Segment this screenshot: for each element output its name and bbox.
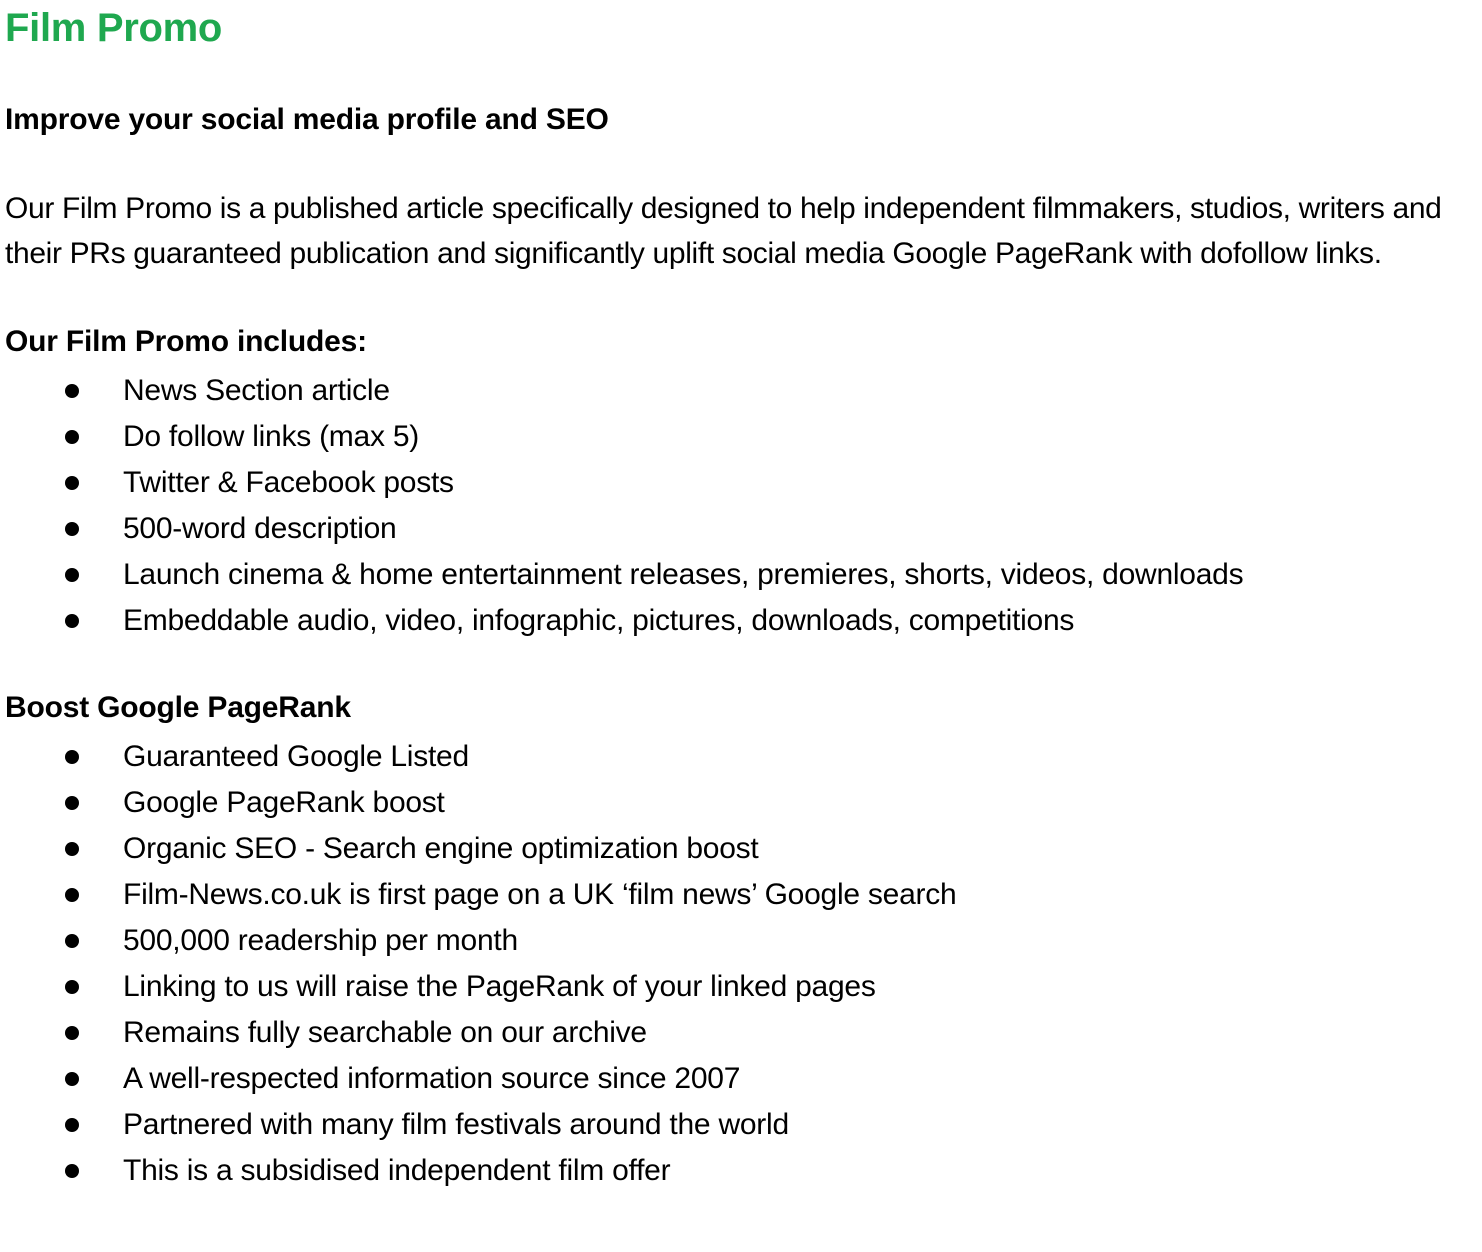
list-item bbox=[5, 506, 1479, 552]
list-item-text: 500,000 readership per month bbox=[123, 924, 518, 957]
list-item-text: News Section article bbox=[123, 374, 390, 407]
list-item bbox=[5, 1056, 1479, 1102]
list-item-text: Linking to us will raise the PageRank of your linked pages bbox=[123, 970, 876, 1003]
includes-list bbox=[5, 368, 1479, 644]
list-item bbox=[5, 1148, 1479, 1194]
list-item-text: Organic SEO - Search engine optimization boost bbox=[123, 832, 759, 865]
list-item bbox=[5, 964, 1479, 1010]
list-item-text: Remains fully searchable on our archive bbox=[123, 1016, 647, 1049]
list-item bbox=[5, 552, 1479, 598]
list-item-text: Google PageRank boost bbox=[123, 786, 445, 819]
list-item-text: Guaranteed Google Listed bbox=[123, 740, 469, 773]
document bbox=[5, 0, 1479, 1194]
intro-paragraph: Our Film Promo is a published article specifically designed to help independent filmmakers, studios, writers and their PRs guaranteed publication and significantly uplift social media Google PageRank with dofollow links. bbox=[5, 192, 1442, 270]
bullet-icon bbox=[65, 476, 79, 490]
bullet-icon bbox=[65, 522, 79, 536]
list-item-text: Do follow links (max 5) bbox=[123, 420, 419, 453]
bullet-icon bbox=[65, 568, 79, 582]
list-item bbox=[5, 872, 1479, 918]
list-item-text: 500-word description bbox=[123, 512, 397, 545]
bullet-icon bbox=[65, 1118, 79, 1132]
list-item bbox=[5, 368, 1479, 414]
includes-heading: Our Film Promo includes: bbox=[5, 325, 367, 358]
bullet-icon bbox=[65, 1164, 79, 1178]
list-item-text: Partnered with many film festivals around the world bbox=[123, 1108, 789, 1141]
bullet-icon bbox=[65, 934, 79, 948]
list-item-text: Twitter & Facebook posts bbox=[123, 466, 454, 499]
bullet-icon bbox=[65, 888, 79, 902]
bullet-icon bbox=[65, 842, 79, 856]
boost-heading: Boost Google PageRank bbox=[5, 691, 351, 724]
list-item bbox=[5, 460, 1479, 506]
list-item-text: Embeddable audio, video, infographic, pictures, downloads, competitions bbox=[123, 604, 1075, 637]
bullet-icon bbox=[65, 980, 79, 994]
list-item bbox=[5, 734, 1479, 780]
list-item bbox=[5, 826, 1479, 872]
document-title: Film Promo bbox=[5, 6, 223, 50]
list-item bbox=[5, 414, 1479, 460]
bullet-icon bbox=[65, 750, 79, 764]
list-item bbox=[5, 780, 1479, 826]
bullet-icon bbox=[65, 796, 79, 810]
bullet-icon bbox=[65, 384, 79, 398]
list-item-text: This is a subsidised independent film offer bbox=[123, 1154, 671, 1187]
bullet-icon bbox=[65, 430, 79, 444]
boost-list bbox=[5, 734, 1479, 1194]
bullet-icon bbox=[65, 1072, 79, 1086]
list-item-text: Launch cinema & home entertainment releases, premieres, shorts, videos, downloads bbox=[123, 558, 1244, 591]
list-item-text: A well-respected information source since 2007 bbox=[123, 1062, 741, 1095]
list-item bbox=[5, 598, 1479, 644]
bullet-icon bbox=[65, 1026, 79, 1040]
list-item bbox=[5, 1102, 1479, 1148]
document-subtitle: Improve your social media profile and SEO bbox=[5, 103, 609, 136]
list-item-text: Film-News.co.uk is first page on a UK ‘film news’ Google search bbox=[123, 878, 957, 911]
list-item bbox=[5, 1010, 1479, 1056]
list-item bbox=[5, 918, 1479, 964]
bullet-icon bbox=[65, 614, 79, 628]
